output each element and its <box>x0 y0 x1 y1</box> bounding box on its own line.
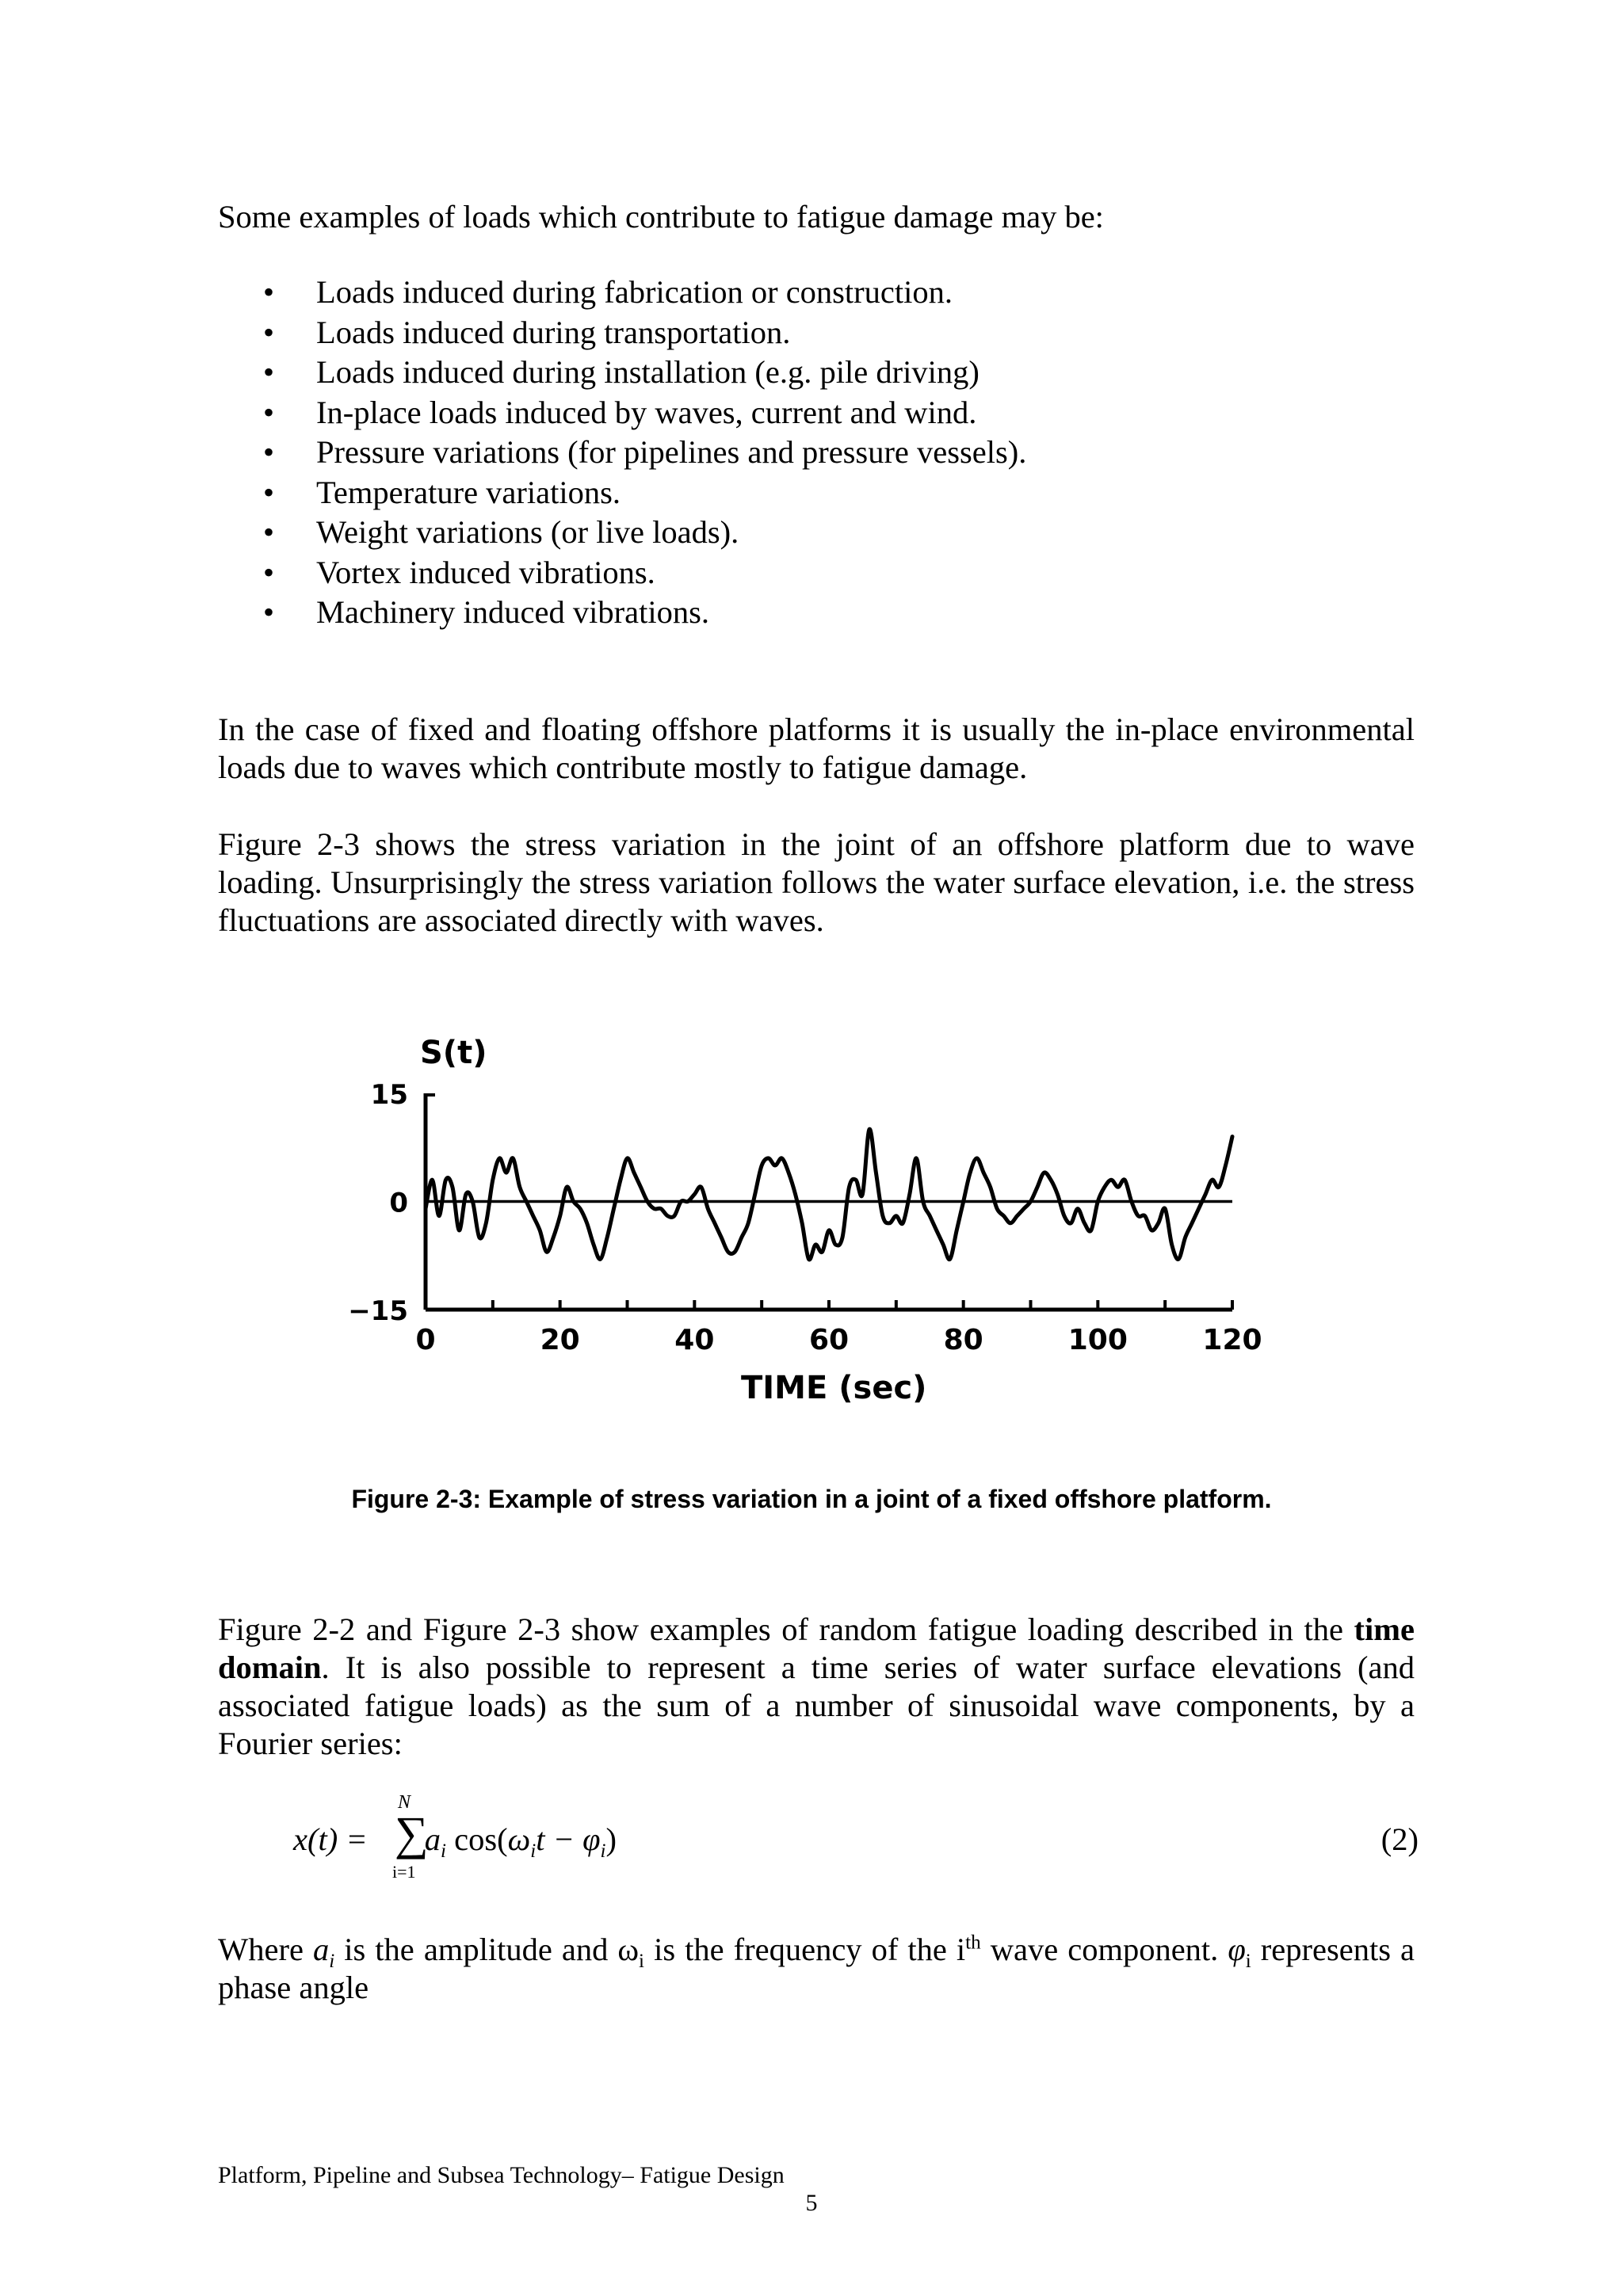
list-item: • Vortex induced vibrations. <box>218 553 1026 593</box>
figure-description-paragraph: Figure 2-3 shows the stress variation in the joint of an offshore platform due to wave loading. Unsurprisingly the stress variation follows the water surface elevation, i.e. the stress fluctuations are associated directly with waves. <box>218 826 1415 938</box>
where-text-c: is the frequency of the i <box>644 1932 966 1967</box>
fourier-text-c: . It is also possible to represent a time series of water surface elevations (and associated fatigue loads) as the sum of a number of sinusoidal wave components, by a Fourier series: <box>218 1650 1415 1761</box>
eq-amplitude-sub: i <box>441 1840 447 1863</box>
list-item: • Pressure variations (for pipelines and pressure vessels). <box>218 433 1026 473</box>
y-axis-label: S(t) <box>420 1035 487 1071</box>
where-phi: φ <box>1228 1932 1246 1967</box>
offshore-paragraph: In the case of fixed and floating offshore platforms it is usually the in-place environmental loads due to waves which contribute mostly to fatigue damage. <box>218 711 1415 785</box>
x-tick-label: 20 <box>540 1324 580 1356</box>
load-list <box>218 273 1026 633</box>
eq-cos: cos( <box>446 1821 508 1857</box>
list-item: • Loads induced during transportation. <box>218 313 1026 353</box>
eq-close: ) <box>605 1821 617 1857</box>
y-tick-label: −15 <box>349 1295 408 1327</box>
chart-series <box>426 1129 1232 1260</box>
figure-caption: Figure 2-3: Example of stress variation in a joint of a fixed offshore platform. <box>351 1485 1272 1513</box>
page-footer: Platform, Pipeline and Subsea Technology– Fatigue Design <box>218 2162 785 2188</box>
sum-upper-limit: N <box>398 1792 411 1813</box>
where-text-d: wave component. <box>980 1932 1228 1967</box>
eq-t-minus: t − <box>536 1821 583 1857</box>
x-tick-label: 60 <box>808 1324 850 1356</box>
where-phi-sub: i <box>1245 1951 1251 1973</box>
chart-axes <box>426 1093 1232 1310</box>
stress-chart <box>349 1022 1284 1418</box>
where-th-sup: th <box>965 1932 981 1954</box>
where-omega-sub: i <box>639 1951 645 1973</box>
list-item: • In-place loads induced by waves, current and wind. <box>218 393 1026 433</box>
stress-series-line <box>426 1129 1232 1260</box>
x-tick-label: 0 <box>415 1324 436 1356</box>
eq-phi-sub: i <box>600 1840 606 1863</box>
where-paragraph <box>218 1931 1415 2007</box>
equation-number: (2) <box>1381 1821 1419 1857</box>
fourier-paragraph <box>218 1611 1415 1763</box>
list-item: • Machinery induced vibrations. <box>218 593 1026 633</box>
where-text-a: Where <box>218 1932 313 1967</box>
x-tick-label: 80 <box>943 1324 983 1356</box>
eq-omega: ω <box>507 1821 531 1857</box>
equation-body <box>293 1821 617 1863</box>
sum-symbol: ∑ <box>395 1807 429 1859</box>
where-amplitude: a <box>312 1932 330 1967</box>
y-tick-label: 0 <box>389 1187 408 1219</box>
x-tick-label: 100 <box>1067 1324 1128 1356</box>
time-domain-term: time domain <box>218 1611 1415 1685</box>
y-tick-label: 15 <box>370 1079 408 1111</box>
x-tick-label: 40 <box>674 1324 715 1356</box>
where-text-b: is the amplitude and ω <box>334 1932 640 1967</box>
intro-paragraph: Some examples of loads which contribute to fatigue damage may be: <box>218 199 1104 235</box>
stress-figure <box>349 1022 1284 1418</box>
list-item: • Temperature variations. <box>218 473 1026 513</box>
fourier-equation <box>293 1792 1419 1886</box>
fourier-text-a: Figure 2-2 and Figure 2-3 show examples of random fatigue loading described in the <box>218 1611 1354 1647</box>
where-text-e: represents a phase angle <box>218 1932 1415 2005</box>
eq-omega-sub: i <box>530 1840 537 1863</box>
list-item: • Loads induced during fabrication or construction. <box>218 273 1026 313</box>
page-number: 5 <box>805 2190 818 2216</box>
eq-lhs: x(t) = <box>293 1821 376 1857</box>
list-item: • Loads induced during installation (e.g. pile driving) <box>218 353 1026 393</box>
eq-phi: φ <box>582 1821 601 1857</box>
where-amplitude-sub: i <box>329 1951 335 1973</box>
x-axis-label: TIME (sec) <box>741 1370 927 1406</box>
list-item: • Weight variations (or live loads). <box>218 513 1026 553</box>
sum-lower-limit: i=1 <box>392 1862 416 1882</box>
eq-amplitude: a <box>424 1821 441 1857</box>
x-tick-label: 120 <box>1202 1324 1262 1356</box>
